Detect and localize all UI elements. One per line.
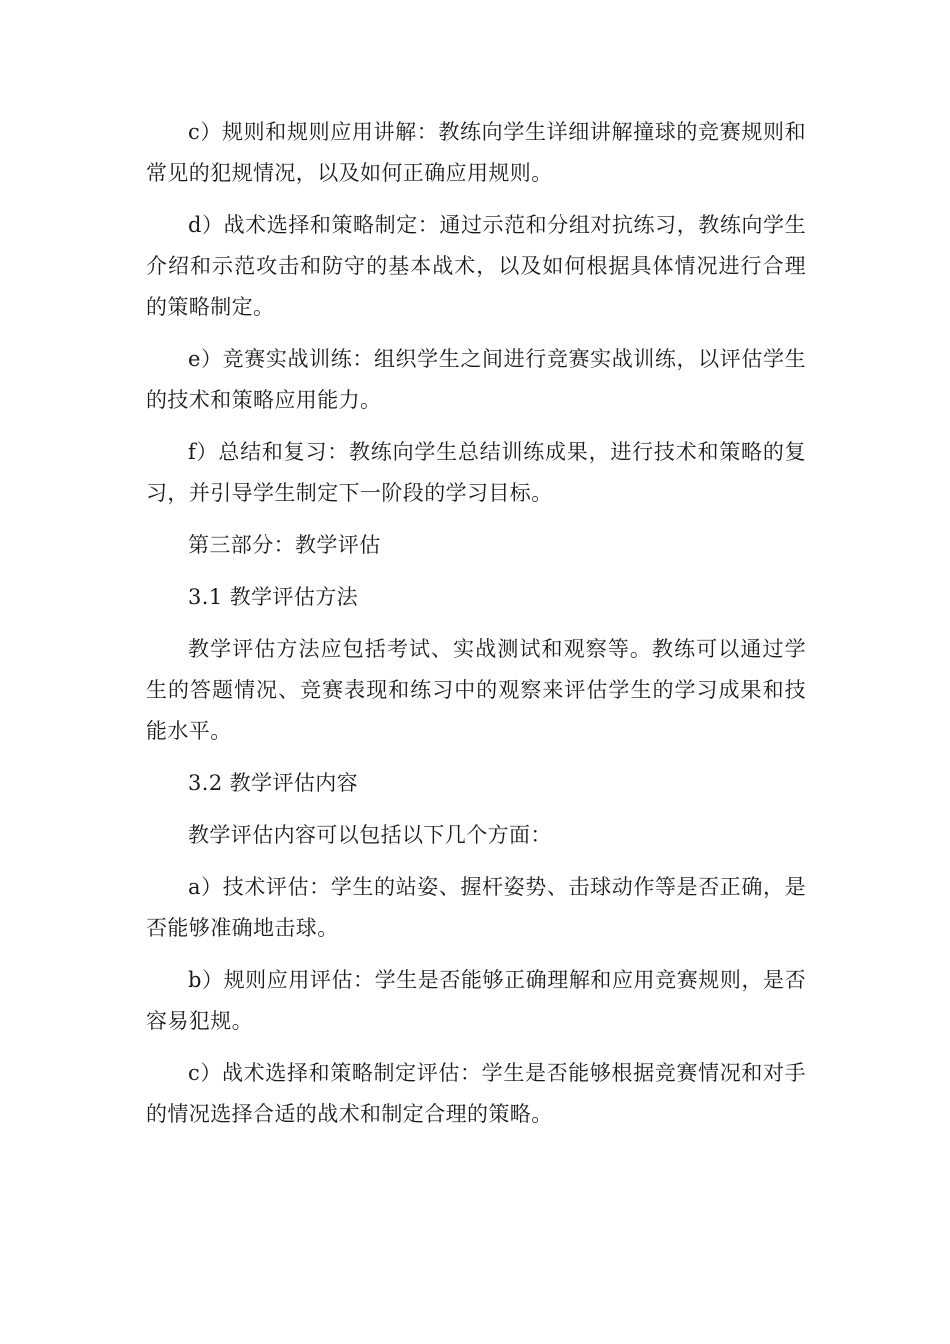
paragraph-evaluation-methods: 教学评估方法应包括考试、实战测试和观察等。教练可以通过学生的答题情况、竞赛表现和练习中的观察来评估学生的学习成果和技能水平。 <box>146 637 806 743</box>
paragraph-rules-explanation: c）规则和规则应用讲解：教练向学生详细讲解撞球的竞赛规则和常见的犯规情况，以及如何正确应用规则。 <box>146 120 806 185</box>
paragraph-rule-application-evaluation: b）规则应用评估：学生是否能够正确理解和应用竞赛规则，是否容易犯规。 <box>146 968 806 1033</box>
paragraph-evaluation-content-intro: 教学评估内容可以包括以下几个方面： <box>188 823 552 847</box>
subsection-heading-evaluation-content: 3.2 教学评估内容 <box>188 771 359 795</box>
paragraph-technique-evaluation: a）技术评估：学生的站姿、握杆姿势、击球动作等是否正确，是否能够准确地击球。 <box>146 875 806 940</box>
document-body <box>146 112 806 1146</box>
subsection-heading-evaluation-methods: 3.1 教学评估方法 <box>188 585 359 609</box>
paragraph-tactics-evaluation: c）战术选择和策略制定评估：学生是否能够根据竞赛情况和对手的情况选择合适的战术和制定合理的策略。 <box>146 1061 806 1126</box>
paragraph-tactics-strategy: d）战术选择和策略制定：通过示范和分组对抗练习，教练向学生介绍和示范攻击和防守的基本战术，以及如何根据具体情况进行合理的策略制定。 <box>146 213 806 319</box>
paragraph-competition-training: e）竞赛实战训练：组织学生之间进行竞赛实战训练，以评估学生的技术和策略应用能力。 <box>146 347 806 412</box>
paragraph-summary-review: f）总结和复习：教练向学生总结训练成果，进行技术和策略的复习，并引导学生制定下一阶段的学习目标。 <box>146 440 806 505</box>
section-heading-teaching-evaluation: 第三部分：教学评估 <box>188 533 381 557</box>
